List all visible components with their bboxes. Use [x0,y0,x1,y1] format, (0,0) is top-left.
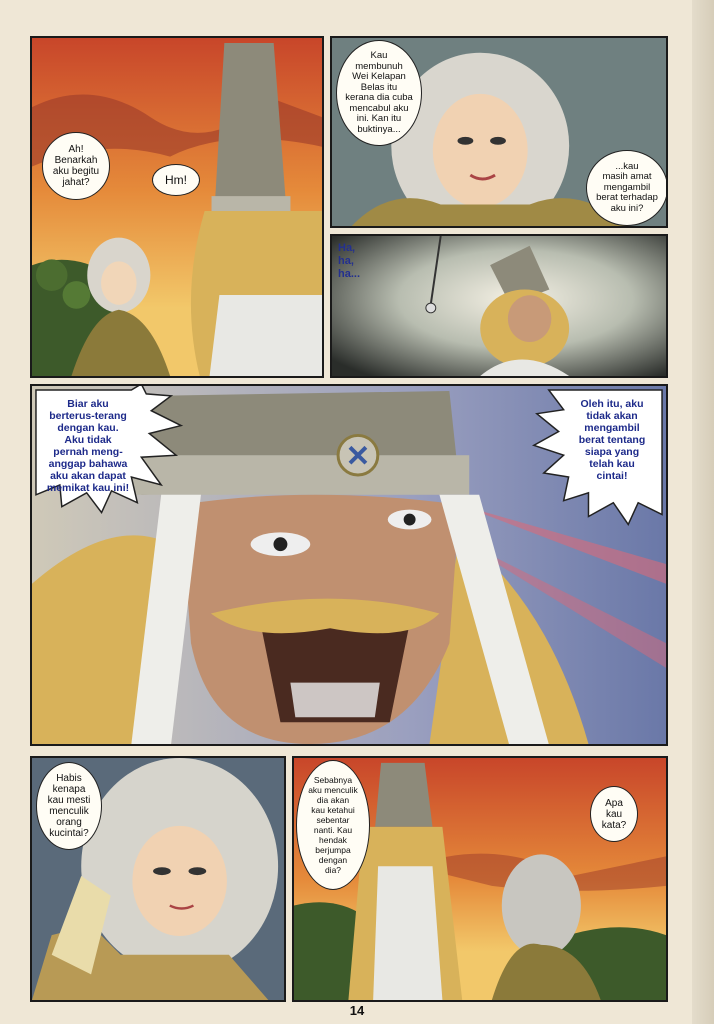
speech-bubble-apa-kau-kata: Apa kau kata? [590,786,638,842]
page-edge [692,0,714,1024]
speech-bubble-kau-masih: ...kau masih amat mengambil berat terhadap aku ini? [586,150,668,226]
page-number: 14 [349,1003,365,1018]
panel-6 [292,756,668,1002]
shout-oleh-itu: Oleh itu, aku tidak akan mengambil berat tentang siapa yang telah kau cintai! [578,398,646,482]
speech-bubble-hm: Hm! [152,164,200,196]
shout-biar-aku: Biar aku berterus-terang dengan kau. Aku tidak pernah meng- anggap bahawa aku akan dapat memikat kau ini! [46,398,130,494]
panel-1 [30,36,324,378]
panel-5 [30,756,286,1002]
speech-bubble-sebabnya: Sebabnya aku menculik dia akan kau ketahui sebentar nanti. Kau hendak berjumpa dengan dia? [296,760,370,890]
panel-3 [330,234,668,378]
panel-2 [330,36,668,228]
speech-bubble-kau-membunuh: Kau membunuh Wei Kelapan Belas itu kerana dia cuba mencabul aku ini. Kan itu buktinya... [336,40,422,146]
panel-3-art [332,236,666,376]
speech-bubble-habis: Habis kenapa kau mesti menculik orang kucintai? [36,762,102,850]
panel-1-art [32,38,322,376]
laugh-text: Ha, ha, ha... [338,242,361,280]
panel-4 [30,384,668,746]
speech-bubble-ah: Ah! Benarkah aku begitu jahat? [42,132,110,200]
